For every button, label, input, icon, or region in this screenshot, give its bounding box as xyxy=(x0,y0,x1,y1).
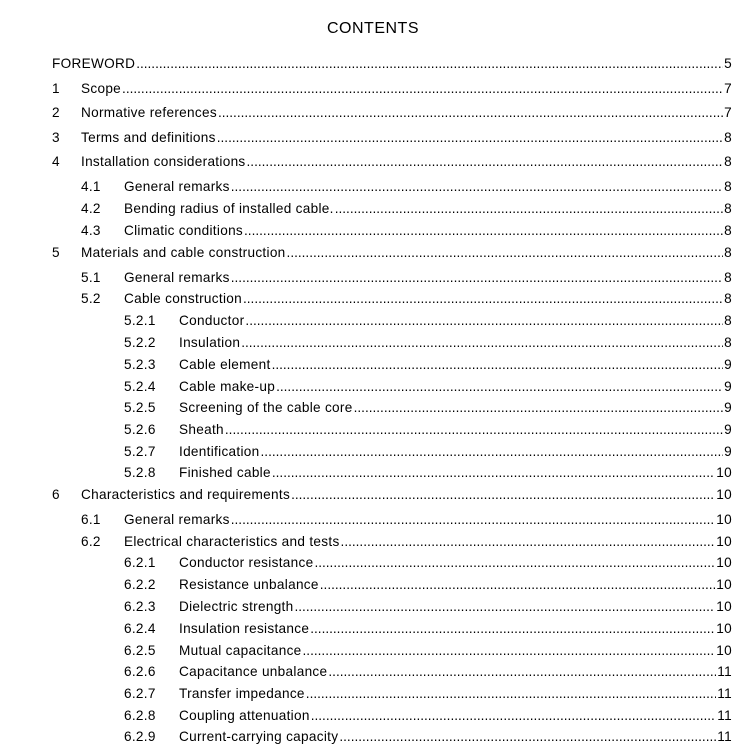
toc-dot-leader xyxy=(247,152,724,172)
toc-entry-number: 6.2.7 xyxy=(124,686,156,701)
toc-entry-number: 5.2.5 xyxy=(124,400,156,415)
toc-entry[interactable] xyxy=(0,485,746,505)
toc-entry-number: 5.2.6 xyxy=(124,422,156,437)
toc-entry-page: 9 xyxy=(724,379,732,394)
toc-entry-page: 11 xyxy=(717,686,732,701)
toc-entry-title: Climatic conditions xyxy=(124,223,244,238)
toc-entry-title: General remarks xyxy=(124,270,230,285)
toc-entry[interactable] xyxy=(0,727,746,747)
toc-entry[interactable] xyxy=(0,553,746,573)
toc-entry-page: 10 xyxy=(716,577,732,592)
toc-dot-leader xyxy=(287,243,724,263)
toc-entry-page: 11 xyxy=(717,664,732,679)
toc-entry[interactable] xyxy=(0,333,746,353)
toc-entry-page: 10 xyxy=(716,621,732,636)
toc-dot-leader xyxy=(303,641,716,661)
toc-entry[interactable] xyxy=(0,510,746,530)
toc-entry-title: Screening of the cable core xyxy=(179,400,353,415)
toc-entry-number: 4.2 xyxy=(81,201,101,216)
toc-entry-title: Resistance unbalance xyxy=(179,577,319,592)
toc-entry[interactable] xyxy=(0,128,746,148)
toc-entry-number: 5.1 xyxy=(81,270,101,285)
toc-entry-page: 10 xyxy=(716,555,732,570)
toc-dot-leader xyxy=(225,420,723,440)
toc-entry[interactable] xyxy=(0,398,746,418)
toc-entry-number: 5 xyxy=(52,245,60,260)
toc-entry-number: 4 xyxy=(52,154,60,169)
toc-entry-number: 6 xyxy=(52,487,60,502)
toc-dot-leader xyxy=(311,706,717,726)
toc-dot-leader xyxy=(272,355,724,375)
toc-entry-page: 9 xyxy=(724,444,732,459)
toc-entry-number: 6.2.1 xyxy=(124,555,156,570)
toc-entry-title: Sheath xyxy=(179,422,224,437)
toc-entry[interactable] xyxy=(0,420,746,440)
toc-entry-title: Capacitance unbalance xyxy=(179,664,328,679)
toc-entry[interactable] xyxy=(0,641,746,661)
toc-dot-leader xyxy=(295,597,716,617)
toc-entry[interactable] xyxy=(0,54,746,74)
toc-entry-number: 6.1 xyxy=(81,512,101,527)
toc-dot-leader xyxy=(136,54,723,74)
toc-dot-leader xyxy=(328,662,716,682)
toc-entry[interactable] xyxy=(0,221,746,241)
toc-entry-page: 10 xyxy=(716,599,732,614)
toc-entry[interactable] xyxy=(0,243,746,263)
toc-dot-leader xyxy=(335,199,723,219)
toc-entry-title: General remarks xyxy=(124,179,230,194)
toc-entry-number: 5.2.7 xyxy=(124,444,156,459)
toc-entry-title: Mutual capacitance xyxy=(179,643,302,658)
toc-entry-title: Transfer impedance xyxy=(179,686,305,701)
toc-entry-number: 3 xyxy=(52,130,60,145)
toc-dot-leader xyxy=(291,485,715,505)
toc-entry-page: 8 xyxy=(724,313,732,328)
toc-entry[interactable] xyxy=(0,575,746,595)
toc-entry-number: 4.3 xyxy=(81,223,101,238)
toc-entry-page: 10 xyxy=(716,487,732,502)
toc-entry[interactable] xyxy=(0,79,746,99)
toc-entry-page: 8 xyxy=(724,223,732,238)
toc-entry-title: FOREWORD xyxy=(52,56,136,71)
toc-entry-title: Conductor resistance xyxy=(179,555,314,570)
toc-entry-page: 8 xyxy=(724,179,732,194)
toc-entry-number: 1 xyxy=(52,81,60,96)
toc-entry-title: Insulation xyxy=(179,335,241,350)
toc-entry-page: 10 xyxy=(716,512,732,527)
toc-entry[interactable] xyxy=(0,289,746,309)
toc-dot-leader xyxy=(231,510,716,530)
toc-dot-leader xyxy=(243,289,723,309)
toc-entry[interactable] xyxy=(0,463,746,483)
toc-entry-page: 9 xyxy=(724,400,732,415)
toc-entry-page: 8 xyxy=(724,154,732,169)
toc-dot-leader xyxy=(244,221,723,241)
toc-entry[interactable] xyxy=(0,177,746,197)
toc-entry[interactable] xyxy=(0,103,746,123)
toc-entry-number: 4.1 xyxy=(81,179,101,194)
toc-entry[interactable] xyxy=(0,268,746,288)
toc-entry-number: 6.2 xyxy=(81,534,101,549)
toc-entry-title: General remarks xyxy=(124,512,230,527)
toc-dot-leader xyxy=(241,333,723,353)
toc-entry[interactable] xyxy=(0,311,746,331)
toc-entry-number: 6.2.4 xyxy=(124,621,156,636)
toc-entry-page: 7 xyxy=(724,81,732,96)
toc-entry[interactable] xyxy=(0,377,746,397)
toc-entry-title: Coupling attenuation xyxy=(179,708,310,723)
toc-entry[interactable] xyxy=(0,442,746,462)
toc-entry-number: 5.2.3 xyxy=(124,357,156,372)
toc-entry-number: 6.2.9 xyxy=(124,729,156,744)
toc-entry-number: 5.2.2 xyxy=(124,335,156,350)
toc-entry-number: 5.2.1 xyxy=(124,313,156,328)
toc-entry-page: 5 xyxy=(724,56,732,71)
toc-entry-title: Materials and cable construction xyxy=(81,245,286,260)
toc-entry-number: 6.2.5 xyxy=(124,643,156,658)
toc-dot-leader xyxy=(261,442,724,462)
toc-entry-page: 8 xyxy=(724,335,732,350)
toc-dot-leader xyxy=(272,463,715,483)
toc-entry-title: Bending radius of installed cable. xyxy=(124,201,334,216)
toc-entry-page: 7 xyxy=(724,105,732,120)
toc-entry-number: 5.2.8 xyxy=(124,465,156,480)
toc-entry-number: 2 xyxy=(52,105,60,120)
toc-entry[interactable] xyxy=(0,684,746,704)
toc-entry-title: Terms and definitions xyxy=(81,130,216,145)
toc-entry-title: Insulation resistance xyxy=(179,621,310,636)
toc-dot-leader xyxy=(276,377,723,397)
toc-dot-leader xyxy=(354,398,724,418)
toc-entry-title: Characteristics and requirements xyxy=(81,487,291,502)
toc-dot-leader xyxy=(122,79,723,99)
toc-dot-leader xyxy=(306,684,716,704)
toc-entry[interactable] xyxy=(0,199,746,219)
toc-entry-number: 6.2.3 xyxy=(124,599,156,614)
toc-entry-title: Identification xyxy=(179,444,260,459)
toc-dot-leader xyxy=(339,727,716,747)
toc-dot-leader xyxy=(231,177,723,197)
toc-dot-leader xyxy=(320,575,716,595)
toc-entry-title: Scope xyxy=(81,81,122,96)
toc-dot-leader xyxy=(231,268,723,288)
toc-entry[interactable] xyxy=(0,355,746,375)
toc-dot-leader xyxy=(218,103,723,123)
toc-entry[interactable] xyxy=(0,662,746,682)
toc-entry-title: Finished cable xyxy=(179,465,271,480)
toc-entry-page: 10 xyxy=(716,643,732,658)
toc-entry-title: Conductor xyxy=(179,313,245,328)
toc-entry-page: 10 xyxy=(716,465,732,480)
toc-entry-title: Normative references xyxy=(81,105,217,120)
toc-entry-number: 6.2.2 xyxy=(124,577,156,592)
toc-entry-title: Dielectric strength xyxy=(179,599,294,614)
toc-entry-page: 8 xyxy=(724,291,732,306)
toc-entry-number: 6.2.6 xyxy=(124,664,156,679)
toc-dot-leader xyxy=(217,128,723,148)
toc-entry-number: 5.2 xyxy=(81,291,101,306)
toc-entry-page: 8 xyxy=(724,270,732,285)
toc-entry-page: 8 xyxy=(724,130,732,145)
toc-entry-page: 9 xyxy=(724,357,732,372)
toc-entry-title: Installation considerations xyxy=(81,154,246,169)
toc-entry-page: 8 xyxy=(724,201,732,216)
toc-entry-page: 9 xyxy=(724,422,732,437)
toc-entry-title: Current-carrying capacity xyxy=(179,729,339,744)
toc-dot-leader xyxy=(341,532,716,552)
toc-dot-leader xyxy=(245,311,723,331)
toc-entry[interactable] xyxy=(0,619,746,639)
toc-entry[interactable] xyxy=(0,152,746,172)
toc-entry-title: Cable make-up xyxy=(179,379,276,394)
toc-entry-title: Cable construction xyxy=(124,291,242,306)
toc-entry-number: 6.2.8 xyxy=(124,708,156,723)
toc-entry-title: Electrical characteristics and tests xyxy=(124,534,340,549)
toc-entry-page: 11 xyxy=(717,729,732,744)
toc-entry-page: 11 xyxy=(717,708,732,723)
toc-entry[interactable] xyxy=(0,706,746,726)
toc-entry-number: 5.2.4 xyxy=(124,379,156,394)
toc-entry[interactable] xyxy=(0,532,746,552)
toc-entry-page: 10 xyxy=(716,534,732,549)
page-title: CONTENTS xyxy=(327,20,419,37)
toc-entry-title: Cable element xyxy=(179,357,271,372)
toc-dot-leader xyxy=(310,619,715,639)
toc-dot-leader xyxy=(314,553,715,573)
toc-entry-page: 8 xyxy=(724,245,732,260)
toc-entry[interactable] xyxy=(0,597,746,617)
